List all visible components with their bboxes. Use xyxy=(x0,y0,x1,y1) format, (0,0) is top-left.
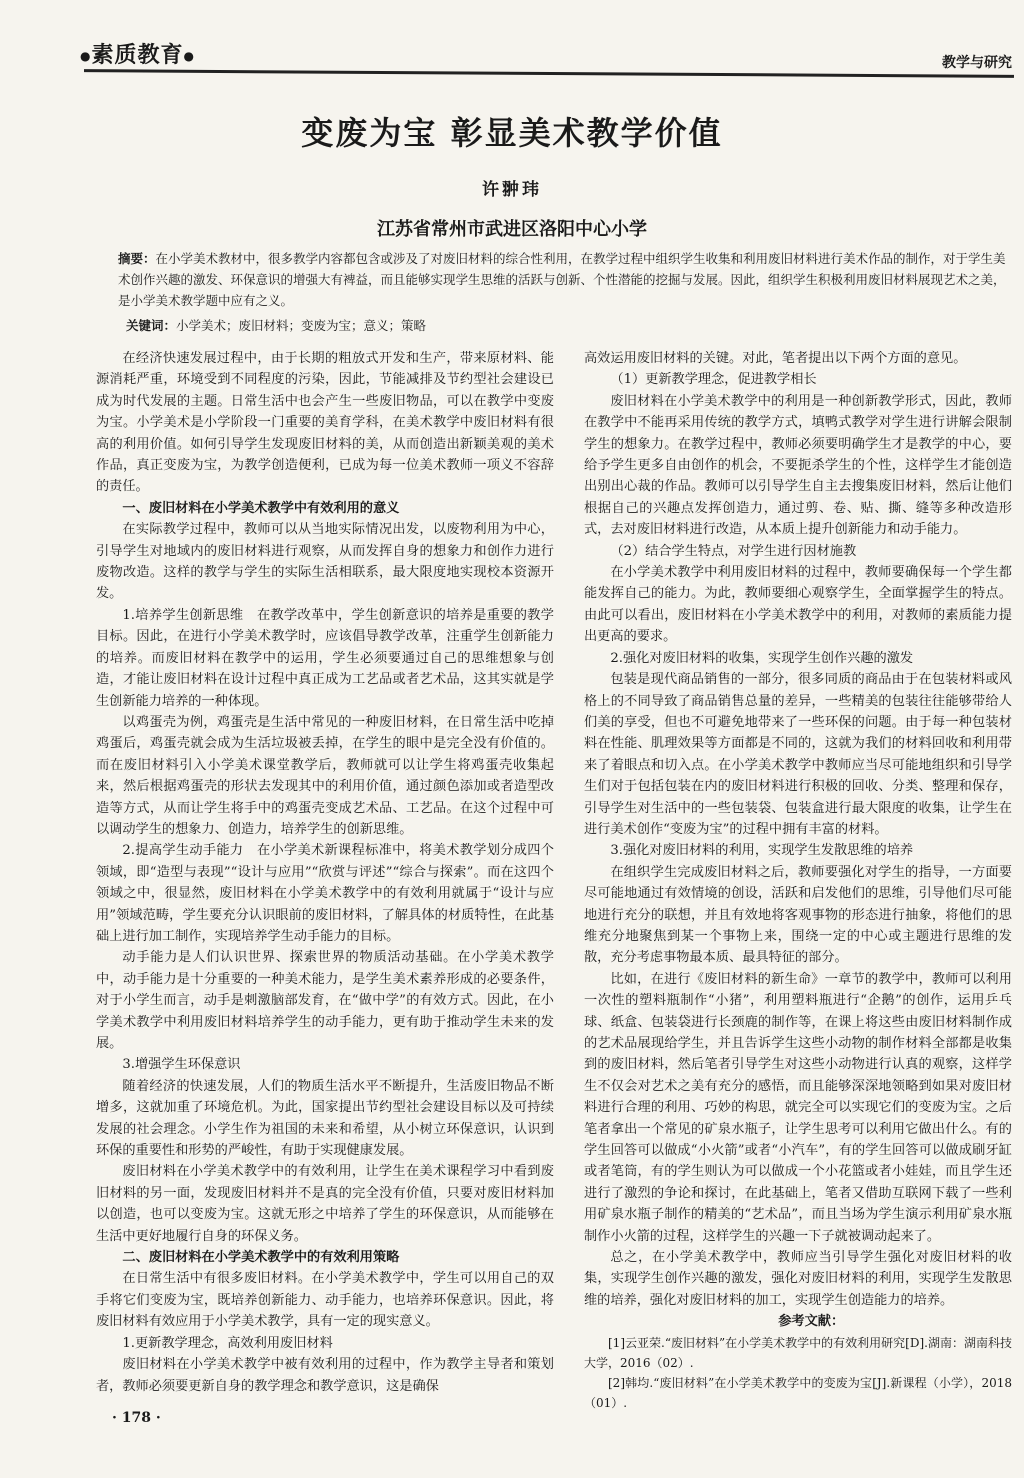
paragraph: 以鸡蛋壳为例，鸡蛋壳是生活中常见的一种废旧材料，在日常生活中吃掉鸡蛋后，鸡蛋壳就会成为生活垃圾被丢掉，在学生的眼中是完全没有价值的。而在废旧材料引入小学美术课堂教学后，教师就可以让学生将鸡蛋壳收集起来，然后根据鸡蛋壳的形状去发现其中的利用价值，通过颜色添加或者造型改造等方式，从而让学生将手中的鸡蛋壳变成艺术品、工艺品。在这个过程中可以调动学生的想象力、创造力，培养学生的创新思维。 xyxy=(96,714,554,837)
paragraph: 1.培养学生创新思维 在教学改革中，学生创新意识的培养是重要的教学目标。因此，在进行小学美术教学时，应该倡导教学改革，注重学生创新能力的培养。而废旧材料在教学中的运用，学生必须要通过自己的思维想象与创造，才能让废旧材料在设计过程中真正成为工艺品或者艺术品，这其实就是学生创新能力培养的一种体现。 xyxy=(96,607,554,709)
author-affiliation: 江苏省常州市武进区洛阳中心小学 xyxy=(377,219,647,240)
page-number: · 178 · xyxy=(112,1410,161,1426)
abstract-label: 摘要： xyxy=(118,251,156,266)
section-heading: 一、废旧材料在小学美术教学中有效利用的意义 xyxy=(122,500,400,516)
paragraph: 比如，在进行《废旧材料的新生命》一章节的教学中，教师可以利用一次性的塑料瓶制作“小猪”，利用塑料瓶进行“企鹅”的创作，运用乒乓球、纸盒、包装袋进行长颈鹿的制作等，在课上将这些由废旧材料制作成的艺术品展现给学生，并且告诉学生这些小动物的制作材料全部都是收集到的废旧材料，然后笔者引导学生对这些小动物进行认真的观察，这样学生不仅会对艺术之美有充分的感悟，而且能够深深地领略到如果对废旧材料进行合理的利用、巧妙的构思，就完全可以实现它们的变废为宝。之后笔者拿出一个常见的矿泉水瓶子，让学生思考可以利用它做出什么。有的学生回答可以做成“小火箭”或者“小汽车”，有的学生回答可以做成刷牙缸或者笔筒，有的学生则认为可以做成一个小花篮或者小娃娃，而且学生还进行了激烈的争论和探讨，在此基础上，笔者又借助互联网下载了一些利用矿泉水瓶子制作的精美的“艺术品”，而且当场为学生演示利用矿泉水瓶制作小火箭的过程，这样学生的兴趣一下子就被调动起来了。 xyxy=(584,971,1012,1244)
paragraph: 在小学美术教学中利用废旧材料的过程中，教师要确保每一个学生都能发挥自己的能力。为此，教师要细心观察学生，全面掌握学生的特点。由此可以看出，废旧材料在小学美术教学中的利用，对教师的素质能力提出更高的要求。 xyxy=(584,565,1012,645)
reference-item: [1]云亚荣.“废旧材料”在小学美术教学中的有效利用研究[D].湖南：湖南科技大学，2016（02）. xyxy=(584,1335,1012,1370)
paragraph: 总之，在小学美术教学中，教师应当引导学生强化对废旧材料的收集，实现学生创作兴趣的激发，强化对废旧材料的利用，实现学生发散思维的培养，强化对废旧材料的加工，实现学生创造能力的培养。 xyxy=(584,1250,1012,1308)
paragraph: 动手能力是人们认识世界、探索世界的物质活动基础。在小学美术教学中，动手能力是十分重要的一种美术能力，是学生美术素养形成的必要条件，对于小学生而言，动手是刺激脑部发育，在“做中学”的有效方式。因此，在小学美术教学中利用废旧材料培养学生的动手能力，更有助于推动学生未来的发展。 xyxy=(96,950,554,1051)
subsection-heading: 3.增强学生环保意识 xyxy=(122,1057,241,1073)
subsection-heading: （1）更新教学理念，促进教学相长 xyxy=(610,372,817,388)
paragraph: 废旧材料在小学美术教学中的利用是一种创新教学形式，因此，教师在教学中不能再采用传统的教学方式，填鸭式教学对学生进行讲解会限制学生的想象力。在教学过程中，教师必须要明确学生才是教学的中心，要给予学生更多自由创作的机会，不要扼杀学生的个性，这样学生才能创造出别出心裁的作品。教师可以引导学生自主去搜集废旧材料，然后让他们根据自己的兴趣点发挥创造力，通过剪、卷、贴、撕、缝等多种改造形式，去对废旧材料进行改造，从本质上提升创新能力和动手能力。 xyxy=(584,393,1012,538)
keywords-label: 关键词： xyxy=(126,318,177,333)
article-author: 许翀玮 xyxy=(482,180,542,200)
body-column-right xyxy=(584,348,1012,1413)
paragraph: 在经济快速发展过程中，由于长期的粗放式开发和生产，带来原材料、能源消耗严重，环境受到不同程度的污染，因此，节能减排及节约型社会建设已成为时代发展的主题。日常生活中也会产生一些废旧物品，可以在教学中变废为宝。小学美术是小学阶段一门重要的美育学科，在美术教学中废旧材料有很高的利用价值。如何引导学生发现废旧材料的美，从而创造出新颖美观的美术作品，真正变废为宝，为教学创造便利，已成为每一位美术教师一项义不容辞的责任。 xyxy=(96,351,554,495)
right-column-body xyxy=(584,348,1012,1311)
paragraph: 2.提高学生动手能力 在小学美术新课程标准中，将美术教学划分成四个领域，即“造型与表现”“设计与应用”“欣赏与评述”“综合与探索”。而在这四个领域之中，很显然，废旧材料在小学美术教学中的有效利用就属于“设计与应用”领域范畴，学生要充分认识眼前的废旧材料，了解具体的材质特性，在此基础上进行加工制作，实现培养学生动手能力的目标。 xyxy=(96,843,554,944)
bullet-icon: ● xyxy=(183,49,195,63)
subsection-heading: （2）结合学生特点，对学生进行因材施教 xyxy=(610,543,857,559)
article-title: 变废为宝 彰显美术教学价值 xyxy=(301,114,723,152)
subsection-heading: 2.强化对废旧材料的收集，实现学生创作兴趣的激发 xyxy=(610,650,914,666)
column-label: 教学与研究 xyxy=(942,55,1012,71)
bullet-icon: ● xyxy=(80,49,92,63)
subsection-heading: 3.强化对废旧材料的利用，实现学生发散思维的培养 xyxy=(610,843,914,859)
section-header xyxy=(80,38,195,69)
paragraph: 随着经济的快速发展，人们的物质生活水平不断提升，生活废旧物品不断增多，这就加重了环境危机。为此，国家提出节约型社会建设目标以及可持续发展的社会理念。小学生作为祖国的未来和希望，从小树立环保意识，认识到环保的重要性和形势的严峻性，有助于实现健康发展。 xyxy=(96,1078,554,1159)
paragraph: 高效运用废旧材料的关键。对此，笔者提出以下两个方面的意见。 xyxy=(584,351,967,366)
paragraph: 在组织学生完成废旧材料之后，教师要强化对学生的指导，一方面要尽可能地通过有效情境的创设，活跃和启发他们的思维，引导他们尽可能地进行充分的联想，并且有效地将客观事物的形态进行抽象，将他们的思维充分地聚焦到某一个事物上来，围绕一定的中心或主题进行思维的发散，充分考虑事物最本质、最具特征的部分。 xyxy=(584,864,1012,966)
keywords-text: 小学美术；废旧材料；变废为宝；意义；策略 xyxy=(176,318,427,333)
references-title: 参考文献： xyxy=(778,1314,845,1330)
reference-item: [2]韩均.“废旧材料”在小学美术教学中的变废为宝[J].新课程（小学），2018（01）. xyxy=(584,1375,1012,1410)
paragraph: 在日常生活中有很多废旧材料。在小学美术教学中，学生可以用自己的双手将它们变废为宝，既培养创新能力、动手能力，也培养环保意识。因此，将废旧材料有效应用于小学美术教学，具有一定的现实意义。 xyxy=(96,1271,554,1330)
keywords xyxy=(126,316,1012,336)
abstract xyxy=(118,248,1012,311)
header-rule xyxy=(84,69,1014,78)
subsection-heading: 1.更新教学理念，高效利用废旧材料 xyxy=(122,1335,333,1351)
paragraph: 废旧材料在小学美术教学中被有效利用的过程中，作为教学主导者和策划者，教师必须要更新自身的教学理念和教学意识，这是确保 xyxy=(96,1357,554,1394)
section-heading: 二、废旧材料在小学美术教学中的有效利用策略 xyxy=(122,1250,400,1266)
paragraph: 在实际教学过程中，教师可以从当地实际情况出发，以废物利用为中心，引导学生对地域内的废旧材料进行观察，从而发挥自身的想象力和创作力进行废物改造。这样的教学与学生的实际生活相联系，最大限度地实现校本资源开发。 xyxy=(96,522,554,602)
paragraph: 包装是现代商品销售的一部分，很多同质的商品由于在包装材料或风格上的不同导致了商品销售总量的差异，一些精美的包装往往能够带给人们美的享受，但也不可避免地带来了一些环保的问题。由于每一种包装材料在性能、肌理效果等方面都是不同的，这就为我们的材料回收和利用带来了着眼点和切入点。在小学美术教学中教师应当尽可能地组织和引导学生们对于包括包装在内的废旧材料进行积极的回收、分类、整理和保存，引导学生对生活中的一些包装袋、包装盒进行最大限度的收集，让学生在进行美术创作“变废为宝”的过程中拥有丰富的材料。 xyxy=(584,672,1012,837)
section-label: 素质教育 xyxy=(91,43,184,68)
abstract-text: 在小学美术教材中，很多教学内容都包含或涉及了对废旧材料的综合性利用，在教学过程中组织学生收集和利用废旧材料进行美术作品的制作，对于学生美术创作兴趣的激发、环保意识的增强大有裨益，而且能够实现学生思维的活跃与创新、个性潜能的挖掘与发展。因此，组织学生积极利用废旧材料展现艺术之美，是小学美术教学题中应有之义。 xyxy=(118,251,1006,308)
body-column-left xyxy=(96,348,554,1397)
paragraph: 废旧材料在小学美术教学中的有效利用，让学生在美术课程学习中看到废旧材料的另一面，发现废旧材料并不是真的完全没有价值，只要对废旧材料加以创造，也可以变废为宝。这就无形之中培养了学生的环保意识，从而能够在生活中更好地履行自身的环保义务。 xyxy=(96,1164,554,1244)
